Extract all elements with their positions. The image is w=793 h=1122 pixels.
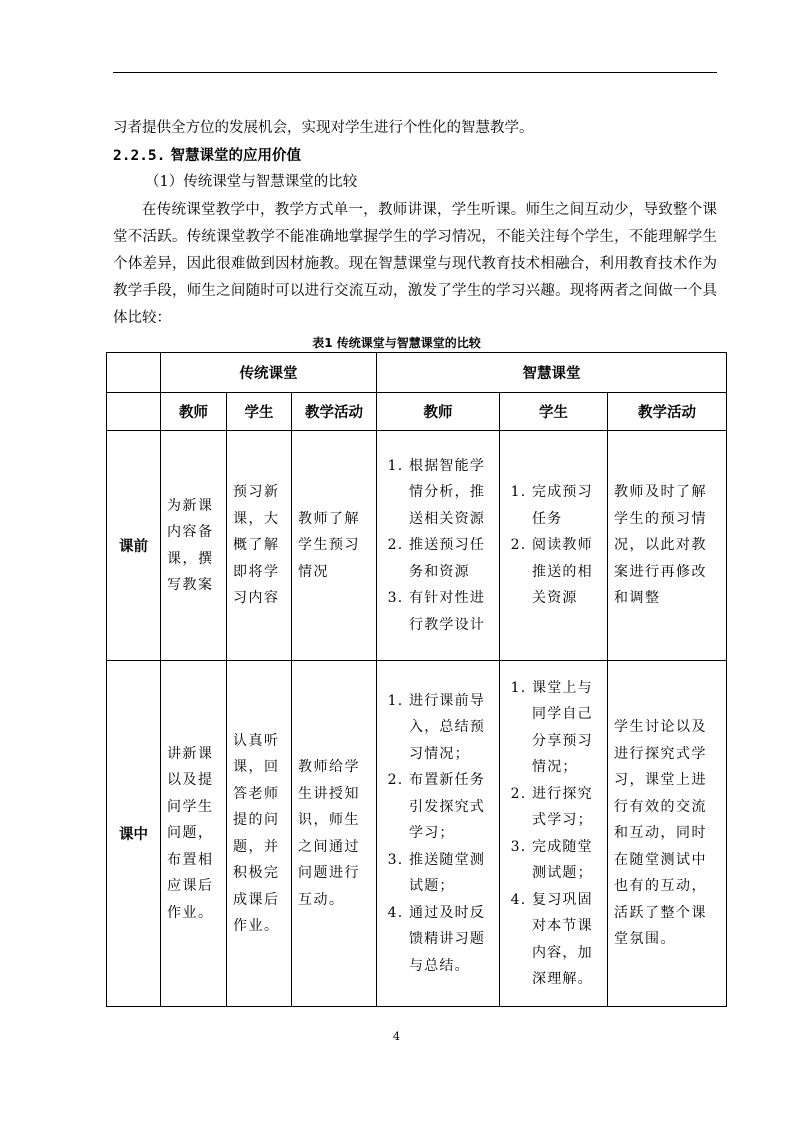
list-item: 1. 根据智能学情分析，推送相关资源 [409,453,493,533]
list-before-smart-student [506,479,601,612]
page-number: 4 [393,1030,400,1043]
row-label-before-class: 课前 [107,431,161,661]
list-item: 1. 进行课前导入，总结预习情况； [409,688,493,768]
section-number: 2.2.5. [113,148,166,164]
cell-before-trad-student: 预习新课，大概了解即将学习内容 [227,431,292,661]
cell-before-smart-student [500,431,608,661]
list-item: 2. 推送预习任务和资源 [409,532,493,585]
col-header-traditional-activity: 教学活动 [292,393,377,431]
cell-in-smart-teacher [377,661,500,1007]
table-row-before-class [107,431,727,661]
list-item: 3. 推送随堂测试题； [409,847,493,900]
cell-in-trad-teacher: 讲新课以及提问学生问题，布置相应课后作业。 [161,661,227,1007]
list-item: 2. 进行探究式学习； [532,781,601,834]
cell-in-trad-activity: 教师给学生讲授知识，师生之间通过问题进行互动。 [292,661,377,1007]
table-column-header-row [107,393,727,431]
cell-before-trad-activity: 教师了解学生预习情况 [292,431,377,661]
group-header-smart: 智慧课堂 [377,353,727,393]
section-heading [113,143,301,169]
table-row-in-class [107,661,727,1007]
section-title: 智慧课堂的应用价值 [170,148,301,164]
group-header-traditional: 传统课堂 [161,353,377,393]
list-item: 4. 复习巩固对本节课内容，加深理解。 [532,887,601,993]
table-caption: 表1 传统课堂与智慧课堂的比较 [312,336,481,350]
col-header-smart-activity: 教学活动 [608,393,727,431]
col-header-traditional-teacher: 教师 [161,393,227,431]
table-group-header-row [107,353,727,393]
list-before-smart-teacher [383,453,493,639]
list-item: 4. 通过及时反馈精讲习题与总结。 [409,900,493,980]
list-item: 2. 布置新任务引发探究式学习； [409,767,493,847]
comparison-table [106,352,727,1007]
header-rule [113,72,717,73]
subheading: （1）传统课堂与智慧课堂的比较 [145,174,358,190]
body-paragraph: 在传统课堂教学中，教学方式单一，教师讲课，学生听课。师生之间互动少，导致整个课堂不活跃。传统课堂教学不能准确地掌握学生的学习情况，不能关注每个学生，不能理解学生个体差异，因此很难做到因材施教。现在智慧课堂与现代教育技术相融合，利用教育技术作为教学手段，师生之间随时可以进行交流互动，激发了学生的学习兴趣。现将两者之间做一个具体比较： [113,202,717,326]
list-item: 2. 阅读教师推送的相关资源 [532,532,601,612]
cell-before-smart-activity: 教师及时了解学生的预习情况，以此对教案进行再修改和调整 [608,431,727,661]
list-in-smart-student [506,675,601,993]
col-header-traditional-student: 学生 [227,393,292,431]
list-item: 3. 完成随堂测试题； [532,834,601,887]
row-label-in-class: 课中 [107,661,161,1007]
col-header-smart-teacher: 教师 [377,393,500,431]
table-corner-cell [107,353,161,393]
cell-in-trad-student: 认真听课，回答老师提的问题，并积极完成课后作业。 [227,661,292,1007]
table-empty-header-cell [107,393,161,431]
cell-before-trad-teacher: 为新课内容备课，撰写教案 [161,431,227,661]
list-in-smart-teacher [383,688,493,980]
intro-paragraph: 习者提供全方位的发展机会，实现对学生进行个性化的智慧教学。 [113,120,534,136]
cell-in-smart-activity: 学生讨论以及进行探究式学习，课堂上进行有效的交流和互动，同时在随堂测试中也有的互动，活跃了整个课堂氛围。 [608,661,727,1007]
col-header-smart-student: 学生 [500,393,608,431]
cell-before-smart-teacher [377,431,500,661]
list-item: 1. 完成预习任务 [532,479,601,532]
list-item: 1. 课堂上与同学自己分享预习情况； [532,675,601,781]
cell-in-smart-student [500,661,608,1007]
list-item: 3. 有针对性进行教学设计 [409,585,493,638]
